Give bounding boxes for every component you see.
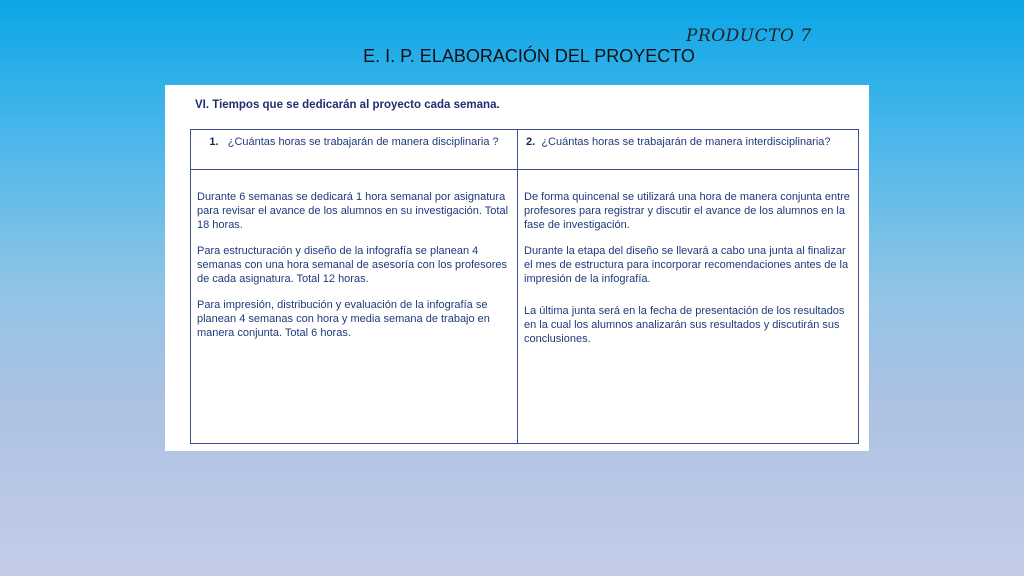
slide-label: PRODUCTO 7: [686, 26, 812, 46]
table-row: [191, 170, 859, 444]
slide-title: E. I. P. ELABORACIÓN DEL PROYECTO: [363, 46, 695, 66]
cell-interdisciplinary: [518, 170, 859, 444]
header-interdisciplinary: [518, 130, 859, 170]
paragraph: La última junta será en la fecha de presentación de los resultados en la cual los alumnos analizarán sus resultados y discutirán sus conclusiones.: [524, 305, 845, 345]
header-number: 1.: [209, 136, 219, 148]
paragraph: Durante la etapa del diseño se llevará a cabo una junta al finalizar el mes de estructura para incorporar recomendaciones antes de la impresión de la infografía.: [524, 245, 849, 285]
hours-table: [190, 129, 859, 444]
paragraph: Durante 6 semanas se dedicará 1 hora semanal por asignatura para revisar el avance de los alumnos en su investigación. Total 18 horas.: [197, 191, 509, 231]
table-header-row: [191, 130, 859, 170]
paragraph: Para estructuración y diseño de la infografía se planean 4 semanas con una hora semanal de asesoría con los profesores de cada asignatura. Total 12 horas.: [197, 245, 508, 285]
header-disciplinary: [191, 130, 518, 170]
paragraph: De forma quincenal se utilizará una hora de manera conjunta entre profesores para registrar y discutir el avance de los alumnos en la fase de investigación.: [524, 191, 850, 231]
header-number: 2.: [526, 136, 536, 148]
header-question: ¿Cuántas horas se trabajarán de manera disciplinaria ?: [227, 136, 499, 148]
header-question: ¿Cuántas horas se trabajarán de manera interdisciplinaria?: [541, 136, 831, 148]
cell-disciplinary: [191, 170, 518, 444]
paragraph: Para impresión, distribución y evaluación de la infografía se planean 4 semanas con hora y media semana de trabajo en manera conjunta. Total 6 horas.: [197, 299, 490, 339]
content-panel: [165, 85, 869, 451]
section-heading: VI. Tiempos que se dedicarán al proyecto cada semana.: [195, 99, 500, 111]
